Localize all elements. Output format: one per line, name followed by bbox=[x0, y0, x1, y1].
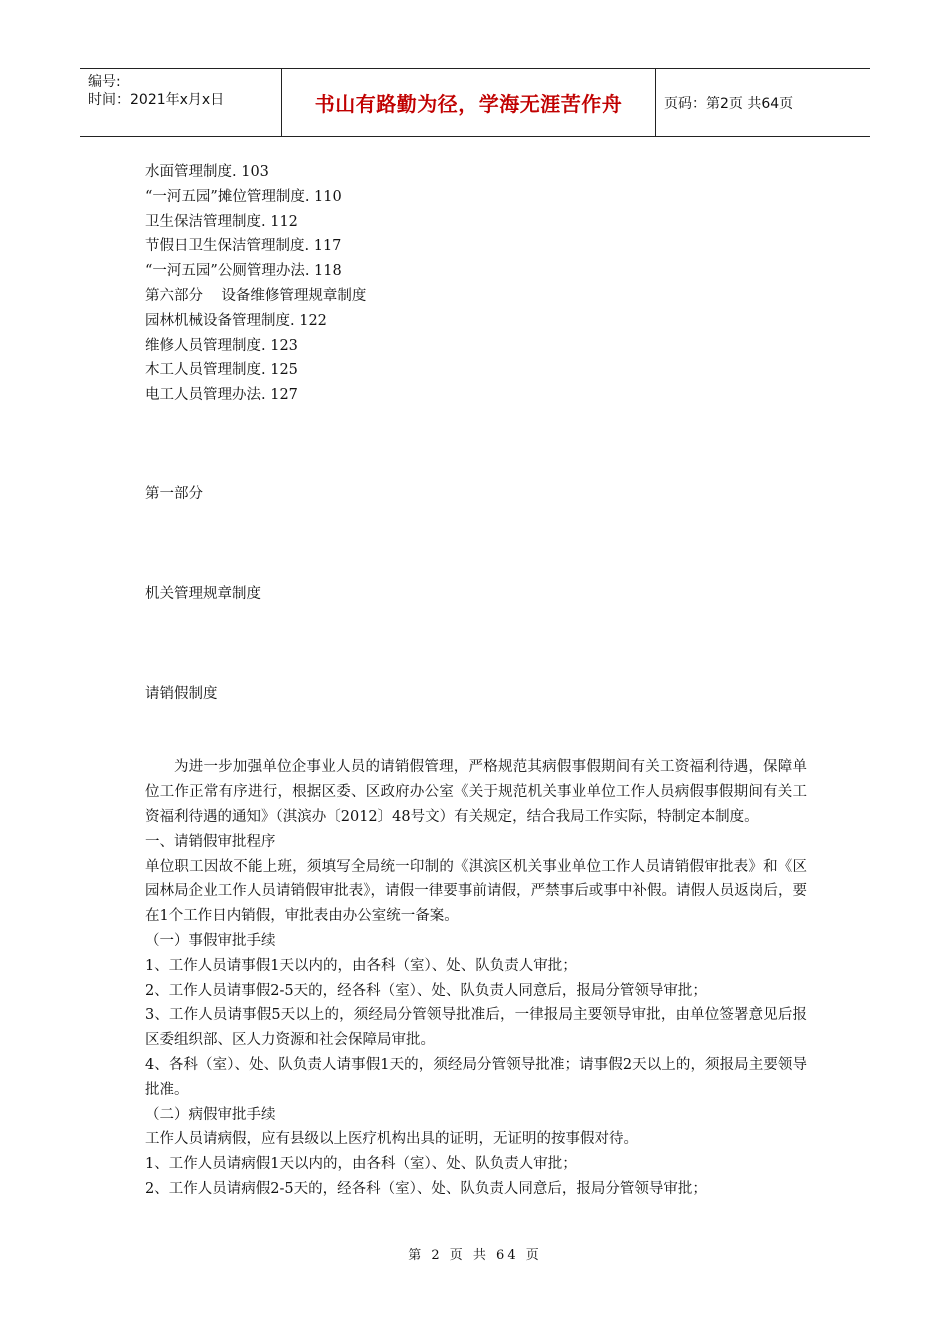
toc-item: 节假日卫生保洁管理制度. 117 bbox=[145, 238, 342, 255]
list-item: 2、工作人员请事假2-5天的，经各科（室）、处、队负责人同意后，报局分管领导审批； bbox=[145, 982, 707, 999]
list-item: 4、各科（室）、处、队负责人请事假1天的，须经局分管领导批准；请事假2天以上的，须报局主要领导批准。 bbox=[145, 1056, 807, 1098]
toc-item: 电工人员管理办法. 127 bbox=[145, 387, 298, 404]
list-item: 3、工作人员请事假5天以上的，须经局分管领导批准后，一律报局主要领导审批，由单位签署意见后报区委组织部、区人力资源和社会保障局审批。 bbox=[145, 1007, 807, 1049]
toc-item: 水面管理制度. 103 bbox=[145, 164, 269, 180]
header-page-info: 页码：第2页 共64页 bbox=[664, 95, 794, 112]
subsection-heading: （一）事假审批手续 bbox=[145, 932, 276, 949]
body-paragraph: 单位职工因故不能上班，须填写全局统一印制的《淇滨区机关事业单位工作人员请销假审批表》和《区园林局企业工作人员请销假审批表》，请假一律要事前请假，严禁事后或事中补假。请假人员返岗后，要在1个工作日内销假，审批表由办公室统一备案。 bbox=[145, 858, 807, 925]
document-number-label: 编号: bbox=[88, 74, 121, 90]
header-meta-cell bbox=[80, 69, 282, 136]
list-item: 1、工作人员请病假1天以内的，由各科（室）、处、队负责人审批； bbox=[145, 1156, 577, 1173]
toc-item: “一河五园”摊位管理制度. 110 bbox=[145, 188, 342, 205]
toc-item: 卫生保洁管理制度. 112 bbox=[145, 213, 298, 230]
header-motto: 书山有路勤为径，学海无涯苦作舟 bbox=[282, 69, 656, 136]
section-heading: 一、请销假审批程序 bbox=[145, 833, 276, 850]
part-title: 第一部分 bbox=[145, 485, 203, 502]
toc-item: “一河五园”公厕管理办法. 118 bbox=[145, 263, 342, 280]
toc-item: 园林机械设备管理制度. 122 bbox=[145, 312, 327, 329]
toc-item: 木工人员管理制度. 125 bbox=[145, 362, 298, 379]
list-item: 1、工作人员请事假1天以内的，由各科（室）、处、队负责人审批； bbox=[145, 957, 577, 974]
subsection-heading: （二）病假审批手续 bbox=[145, 1106, 276, 1123]
table-of-contents bbox=[145, 160, 807, 408]
intro-paragraph: 为进一步加强单位企事业人员的请销假管理，严格规范其病假事假期间有关工资福利待遇，保障单位工作正常有序进行，根据区委、区政府办公室《关于规范机关事业单位工作人员病假事假期间有关工资福利待遇的通知》（淇滨办〔2012〕48号文）有关规定，结合我局工作实际，特制定本制度。 bbox=[145, 759, 807, 825]
toc-section-heading: 第六部分 设备维修管理规章制度 bbox=[145, 287, 367, 304]
section-title: 机关管理规章制度 bbox=[145, 585, 261, 602]
document-date-label: 时间：2021年x月x日 bbox=[88, 92, 225, 108]
page-footer: 第 2 页 共 64 页 bbox=[408, 1248, 542, 1263]
list-item: 2、工作人员请病假2-5天的，经各科（室）、处、队负责人同意后，报局分管领导审批； bbox=[145, 1180, 707, 1197]
document-title: 请销假制度 bbox=[145, 685, 218, 702]
toc-item: 维修人员管理制度. 123 bbox=[145, 337, 298, 354]
body-paragraph: 工作人员请病假，应有县级以上医疗机构出具的证明，无证明的按事假对待。 bbox=[145, 1131, 638, 1148]
document-body bbox=[145, 160, 807, 1202]
page-header bbox=[80, 68, 870, 137]
